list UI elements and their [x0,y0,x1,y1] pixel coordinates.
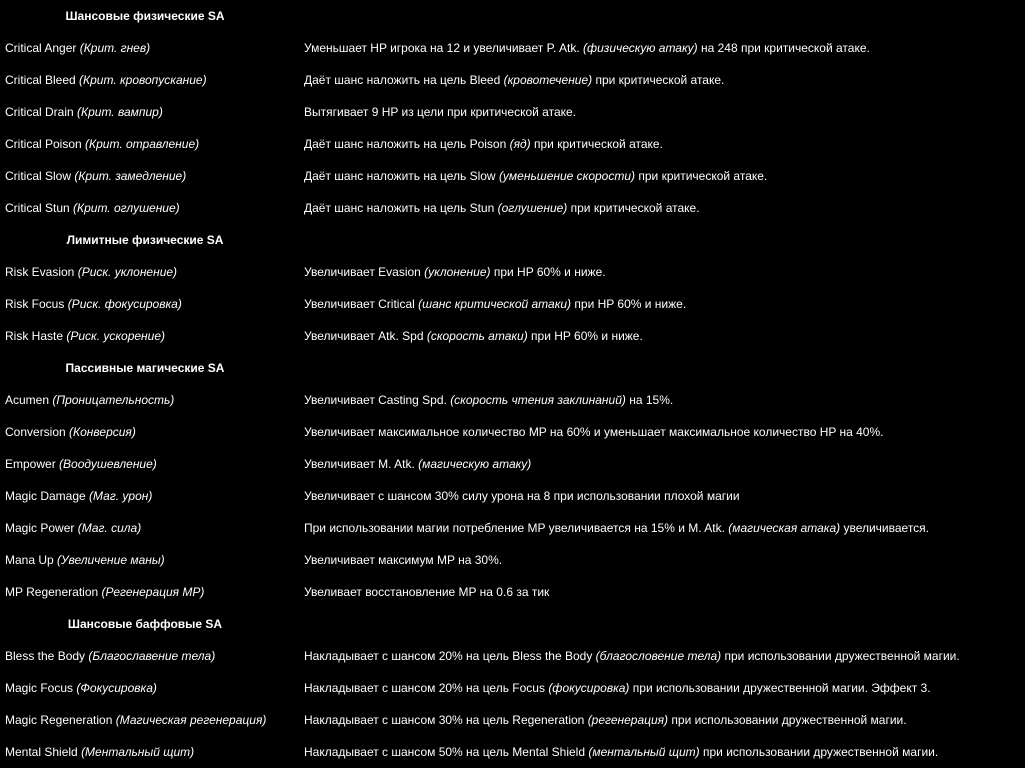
ability-name: Empower [5,457,56,471]
ability-row [0,448,1025,480]
description-text: Увеличивает с шансом 30% силу урона на 8 при использовании плохой магии [304,489,740,503]
description-term-translation: (магическую атаку) [418,457,532,471]
description-term-translation: (шанс критической атаки) [418,297,572,311]
ability-row [0,128,1025,160]
ability-description [304,128,663,160]
ability-row [0,192,1025,224]
ability-description [304,704,907,736]
ability-name-translation: (Магическая регенерация) [115,713,267,727]
ability-description [304,480,740,512]
ability-name-translation: (Регенерация MP) [101,585,205,599]
ability-description [304,192,700,224]
description-text: Увеличивает M. Atk. [304,457,419,471]
description-text: Накладывает с шансом 20% на цель Focus [304,681,549,695]
ability-row [0,320,1025,352]
ability-name: Bless the Body [5,649,86,663]
ability-name: Acumen [5,393,50,407]
description-text: Даёт шанс наложить на цель Stun [304,201,498,215]
ability-description [304,320,643,352]
section-header-row [0,352,1025,384]
ability-row [0,576,1025,608]
ability-row [0,672,1025,704]
ability-name: Magic Power [5,521,75,535]
ability-name-cell [5,256,177,288]
ability-name: Mana Up [5,553,54,567]
ability-name-translation: (Крит. замедление) [74,169,187,183]
ability-name-translation: (Увеличение маны) [57,553,165,567]
ability-description [304,640,960,672]
description-term-translation: (магическая атака) [728,521,841,535]
section-header-row [0,608,1025,640]
ability-description [304,736,938,768]
description-text: при HP 60% и ниже. [527,329,643,343]
ability-row [0,96,1025,128]
description-term-translation: (кровотечение) [503,73,593,87]
ability-name-cell [5,192,180,224]
description-text: Накладывает с шансом 50% на цель Mental Shield [304,745,589,759]
ability-description [304,64,724,96]
ability-row [0,288,1025,320]
ability-name-translation: (Воодушевление) [59,457,157,471]
description-text: Накладывает с шансом 30% на цель Regeneration [304,713,588,727]
ability-name-cell [5,320,165,352]
ability-name-translation: (Риск. уклонение) [77,265,178,279]
description-text: При использовании магии потребление MP увеличивается на 15% и M. Atk. [304,521,729,535]
ability-name: Risk Evasion [5,265,75,279]
description-text: Увеличивает Casting Spd. [304,393,451,407]
ability-description [304,544,502,576]
ability-name: Critical Stun [5,201,70,215]
description-text: Даёт шанс наложить на цель Poison [304,137,510,151]
description-text: при использовании дружественной магии. [699,745,939,759]
ability-name-translation: (Маг. урон) [89,489,153,503]
description-text: Увеливает восстановление MP на 0.6 за тик [304,585,550,599]
ability-description [304,576,549,608]
ability-name-translation: (Благославение тела) [88,649,216,663]
ability-row [0,544,1025,576]
description-term-translation: (скорость атаки) [426,329,528,343]
ability-name-cell [5,64,207,96]
ability-name-cell [5,160,186,192]
description-term-translation: (ментальный щит) [588,745,700,759]
ability-name-translation: (Крит. оглушение) [73,201,180,215]
ability-description [304,32,870,64]
ability-name-cell [5,704,266,736]
ability-name-translation: (Риск. ускорение) [66,329,166,343]
ability-row [0,512,1025,544]
ability-description [304,448,531,480]
ability-description [304,416,883,448]
ability-name: Critical Poison [5,137,82,151]
ability-description [304,160,767,192]
ability-name-cell [5,736,194,768]
ability-name-translation: (Конверсия) [69,425,136,439]
ability-description [304,384,673,416]
ability-name-translation: (Крит. отравление) [85,137,200,151]
description-term-translation: (благословение тела) [595,649,722,663]
ability-row [0,64,1025,96]
ability-row [0,384,1025,416]
section-title: Шансовые баффовые SA [67,617,223,631]
description-text: Увеличивает Evasion [304,265,425,279]
ability-name-translation: (Риск. фокусировка) [67,297,182,311]
ability-description [304,256,606,288]
ability-name: Magic Damage [5,489,86,503]
ability-name: Critical Slow [5,169,72,183]
ability-name-cell [5,384,174,416]
ability-description [304,96,576,128]
ability-name-translation: (Крит. вампир) [77,105,163,119]
ability-row [0,160,1025,192]
ability-name: Magic Regeneration [5,713,113,727]
ability-description [304,672,931,704]
ability-name-cell [5,32,150,64]
section-title: Лимитные физические SA [66,233,224,247]
ability-name-translation: (Проницательность) [52,393,175,407]
description-term-translation: (скорость чтения заклинаний) [450,393,626,407]
description-text: при критической атаке. [567,201,700,215]
ability-name: Critical Drain [5,105,74,119]
ability-name: MP Regeneration [5,585,99,599]
ability-name-translation: (Фокусировка) [76,681,157,695]
ability-name-translation: (Маг. сила) [77,521,142,535]
ability-name-cell [5,416,136,448]
ability-row [0,32,1025,64]
section-title: Пассивные магические SA [65,361,225,375]
ability-name-cell [5,448,157,480]
description-term-translation: (оглушение) [497,201,568,215]
description-text: Увеличивает максимум MP на 30%. [304,553,503,567]
description-term-translation: (фокусировка) [548,681,630,695]
ability-name: Critical Anger [5,41,77,55]
description-text: Накладывает с шансом 20% на цель Bless the Body [304,649,596,663]
description-term-translation: (уменьшение скорости) [498,169,636,183]
description-text: при использовании дружественной магии. [721,649,960,663]
ability-name: Mental Shield [5,745,78,759]
description-text: Увеличивает Atk. Spd [304,329,427,343]
ability-row [0,416,1025,448]
ability-name-cell [5,576,204,608]
ability-name-cell [5,288,182,320]
section-header-row [0,0,1025,32]
description-text: при использовании дружественной магии. [668,713,907,727]
ability-name: Magic Focus [5,681,74,695]
description-text: Увеличивает максимальное количество MP на 60% и уменьшает максимальное количество HP на 40%. [304,425,884,439]
ability-row [0,480,1025,512]
ability-row [0,256,1025,288]
description-text: Даёт шанс наложить на цель Slow [304,169,499,183]
ability-name-cell [5,480,152,512]
ability-name-cell [5,96,163,128]
description-text: Даёт шанс наложить на цель Bleed [304,73,504,87]
description-term-translation: (физическую атаку) [583,41,698,55]
ability-row [0,704,1025,736]
ability-name-translation: (Ментальный щит) [81,745,195,759]
description-term-translation: (регенерация) [587,713,669,727]
section-header-row [0,224,1025,256]
ability-row [0,640,1025,672]
ability-name-cell [5,672,157,704]
ability-name: Conversion [5,425,66,439]
ability-name: Risk Focus [5,297,65,311]
description-text: при HP 60% и ниже. [490,265,606,279]
description-text: Уменьшает HP игрока на 12 и увеличивает P. Atk. [304,41,584,55]
description-term-translation: (яд) [509,137,531,151]
ability-description [304,288,686,320]
ability-name-cell [5,640,215,672]
ability-name-translation: (Крит. гнев) [79,41,151,55]
description-text: Увеличивает Critical [304,297,419,311]
ability-name-cell [5,512,141,544]
description-text: при HP 60% и ниже. [571,297,687,311]
description-text: на 248 при критической атаке. [697,41,870,55]
ability-name: Critical Bleed [5,73,76,87]
section-title: Шансовые физические SA [65,9,225,23]
ability-name-cell [5,128,199,160]
ability-name-cell [5,544,165,576]
ability-row [0,736,1025,768]
description-text: на 15%. [625,393,674,407]
ability-description [304,512,929,544]
ability-name: Risk Haste [5,329,64,343]
description-text: при критической атаке. [635,169,768,183]
ability-name-translation: (Крит. кровопускание) [79,73,207,87]
description-text: при критической атаке. [592,73,725,87]
description-text: увеличивается. [840,521,930,535]
description-term-translation: (уклонение) [424,265,491,279]
description-text: Вытягивает 9 HP из цели при критической атаке. [304,105,577,119]
description-text: при критической атаке. [530,137,663,151]
description-text: при использовании дружественной магии. Эффект 3. [629,681,931,695]
